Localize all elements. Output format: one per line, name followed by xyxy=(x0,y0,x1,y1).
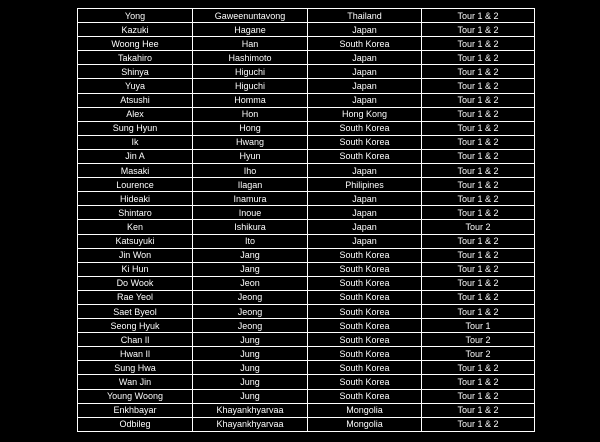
country-cell: South Korea xyxy=(308,290,422,304)
country-cell: Philipines xyxy=(308,178,422,192)
last-name-cell: Jung xyxy=(193,361,308,375)
tour-cell: Tour 1 & 2 xyxy=(422,304,535,318)
first-name-cell: Ken xyxy=(78,220,193,234)
tour-cell: Tour 1 & 2 xyxy=(422,262,535,276)
country-cell: Mongolia xyxy=(308,403,422,417)
table-row xyxy=(78,403,535,417)
country-cell: South Korea xyxy=(308,319,422,333)
country-cell: South Korea xyxy=(308,347,422,361)
table-row xyxy=(78,149,535,163)
first-name-cell: Do Wook xyxy=(78,276,193,290)
first-name-cell: Hwan Il xyxy=(78,347,193,361)
table-row xyxy=(78,375,535,389)
last-name-cell: Jang xyxy=(193,248,308,262)
first-name-cell: Hideaki xyxy=(78,192,193,206)
first-name-cell: Ki Hun xyxy=(78,262,193,276)
tour-cell: Tour 1 & 2 xyxy=(422,178,535,192)
table-row xyxy=(78,93,535,107)
table-row xyxy=(78,347,535,361)
last-name-cell: Jeong xyxy=(193,290,308,304)
table-row xyxy=(78,121,535,135)
table-row xyxy=(78,192,535,206)
first-name-cell: Yuya xyxy=(78,79,193,93)
tour-cell: Tour 1 & 2 xyxy=(422,164,535,178)
country-cell: South Korea xyxy=(308,135,422,149)
tour-cell: Tour 1 & 2 xyxy=(422,389,535,403)
country-cell: Japan xyxy=(308,206,422,220)
first-name-cell: Shinya xyxy=(78,65,193,79)
country-cell: Japan xyxy=(308,220,422,234)
first-name-cell: Katsuyuki xyxy=(78,234,193,248)
first-name-cell: Woong Hee xyxy=(78,37,193,51)
table-row xyxy=(78,37,535,51)
first-name-cell: Kazuki xyxy=(78,23,193,37)
tour-cell: Tour 1 & 2 xyxy=(422,107,535,121)
last-name-cell: Hong xyxy=(193,121,308,135)
first-name-cell: Jin A xyxy=(78,149,193,163)
table-row xyxy=(78,234,535,248)
first-name-cell: Jin Won xyxy=(78,248,193,262)
first-name-cell: Ik xyxy=(78,135,193,149)
table-row xyxy=(78,389,535,403)
first-name-cell: Odbileg xyxy=(78,417,193,431)
tour-cell: Tour 1 & 2 xyxy=(422,65,535,79)
last-name-cell: Hashimoto xyxy=(193,51,308,65)
country-cell: Mongolia xyxy=(308,417,422,431)
tour-cell: Tour 1 & 2 xyxy=(422,417,535,431)
last-name-cell: Inoue xyxy=(193,206,308,220)
table-row xyxy=(78,23,535,37)
tour-cell: Tour 1 & 2 xyxy=(422,135,535,149)
table-row xyxy=(78,290,535,304)
roster-table-body xyxy=(78,9,535,432)
country-cell: South Korea xyxy=(308,248,422,262)
country-cell: South Korea xyxy=(308,375,422,389)
country-cell: Thailand xyxy=(308,9,422,23)
tour-cell: Tour 1 & 2 xyxy=(422,361,535,375)
country-cell: Japan xyxy=(308,234,422,248)
tour-cell: Tour 1 & 2 xyxy=(422,290,535,304)
table-row xyxy=(78,206,535,220)
last-name-cell: Iho xyxy=(193,164,308,178)
last-name-cell: Ito xyxy=(193,234,308,248)
table-row xyxy=(78,178,535,192)
tour-cell: Tour 1 & 2 xyxy=(422,192,535,206)
first-name-cell: Chan Il xyxy=(78,333,193,347)
tour-cell: Tour 1 & 2 xyxy=(422,9,535,23)
tour-cell: Tour 1 & 2 xyxy=(422,79,535,93)
country-cell: South Korea xyxy=(308,304,422,318)
tour-cell: Tour 1 & 2 xyxy=(422,37,535,51)
table-row xyxy=(78,107,535,121)
country-cell: South Korea xyxy=(308,276,422,290)
tour-cell: Tour 1 & 2 xyxy=(422,375,535,389)
last-name-cell: Han xyxy=(193,37,308,51)
table-row xyxy=(78,319,535,333)
table-row xyxy=(78,79,535,93)
table-row xyxy=(78,9,535,23)
last-name-cell: Jung xyxy=(193,347,308,361)
last-name-cell: Jeong xyxy=(193,304,308,318)
tour-cell: Tour 1 & 2 xyxy=(422,121,535,135)
first-name-cell: Lourence xyxy=(78,178,193,192)
table-row xyxy=(78,248,535,262)
first-name-cell: Saet Byeol xyxy=(78,304,193,318)
tour-cell: Tour 1 & 2 xyxy=(422,93,535,107)
last-name-cell: Homma xyxy=(193,93,308,107)
table-row xyxy=(78,220,535,234)
country-cell: Japan xyxy=(308,65,422,79)
first-name-cell: Yong xyxy=(78,9,193,23)
tour-cell: Tour 1 & 2 xyxy=(422,23,535,37)
first-name-cell: Sung Hwa xyxy=(78,361,193,375)
tour-cell: Tour 2 xyxy=(422,333,535,347)
first-name-cell: Shintaro xyxy=(78,206,193,220)
table-row xyxy=(78,262,535,276)
country-cell: Japan xyxy=(308,192,422,206)
tour-cell: Tour 1 & 2 xyxy=(422,51,535,65)
country-cell: South Korea xyxy=(308,262,422,276)
tour-cell: Tour 1 & 2 xyxy=(422,149,535,163)
last-name-cell: Ishikura xyxy=(193,220,308,234)
first-name-cell: Seong Hyuk xyxy=(78,319,193,333)
player-roster-table xyxy=(77,8,535,432)
first-name-cell: Wan Jin xyxy=(78,375,193,389)
last-name-cell: Jung xyxy=(193,375,308,389)
table-row xyxy=(78,276,535,290)
first-name-cell: Atsushi xyxy=(78,93,193,107)
last-name-cell: Hwang xyxy=(193,135,308,149)
tour-cell: Tour 1 & 2 xyxy=(422,276,535,290)
tour-cell: Tour 1 & 2 xyxy=(422,234,535,248)
country-cell: Japan xyxy=(308,93,422,107)
last-name-cell: Inamura xyxy=(193,192,308,206)
tour-cell: Tour 1 & 2 xyxy=(422,403,535,417)
tour-cell: Tour 1 & 2 xyxy=(422,206,535,220)
table-row xyxy=(78,65,535,79)
country-cell: South Korea xyxy=(308,37,422,51)
country-cell: South Korea xyxy=(308,361,422,375)
country-cell: Japan xyxy=(308,23,422,37)
first-name-cell: Enkhbayar xyxy=(78,403,193,417)
table-row xyxy=(78,135,535,149)
tour-cell: Tour 1 xyxy=(422,319,535,333)
last-name-cell: Jang xyxy=(193,262,308,276)
last-name-cell: Khayankhyarvaa xyxy=(193,403,308,417)
country-cell: Japan xyxy=(308,79,422,93)
country-cell: South Korea xyxy=(308,333,422,347)
table-row xyxy=(78,417,535,431)
last-name-cell: Jung xyxy=(193,333,308,347)
first-name-cell: Takahiro xyxy=(78,51,193,65)
last-name-cell: Gaweenuntavong xyxy=(193,9,308,23)
first-name-cell: Sung Hyun xyxy=(78,121,193,135)
table-row xyxy=(78,164,535,178)
last-name-cell: Khayankhyarvaa xyxy=(193,417,308,431)
tour-cell: Tour 1 & 2 xyxy=(422,248,535,262)
last-name-cell: Hagane xyxy=(193,23,308,37)
last-name-cell: Jeong xyxy=(193,319,308,333)
table-row xyxy=(78,304,535,318)
last-name-cell: Jung xyxy=(193,389,308,403)
tour-cell: Tour 2 xyxy=(422,347,535,361)
first-name-cell: Young Woong xyxy=(78,389,193,403)
tour-cell: Tour 2 xyxy=(422,220,535,234)
last-name-cell: Jeon xyxy=(193,276,308,290)
country-cell: Japan xyxy=(308,164,422,178)
country-cell: Japan xyxy=(308,51,422,65)
last-name-cell: Ilagan xyxy=(193,178,308,192)
table-row xyxy=(78,361,535,375)
first-name-cell: Alex xyxy=(78,107,193,121)
last-name-cell: Hon xyxy=(193,107,308,121)
country-cell: South Korea xyxy=(308,389,422,403)
country-cell: South Korea xyxy=(308,149,422,163)
last-name-cell: Higuchi xyxy=(193,65,308,79)
country-cell: Hong Kong xyxy=(308,107,422,121)
country-cell: South Korea xyxy=(308,121,422,135)
table-row xyxy=(78,333,535,347)
last-name-cell: Hyun xyxy=(193,149,308,163)
first-name-cell: Rae Yeol xyxy=(78,290,193,304)
last-name-cell: Higuchi xyxy=(193,79,308,93)
first-name-cell: Masaki xyxy=(78,164,193,178)
table-row xyxy=(78,51,535,65)
